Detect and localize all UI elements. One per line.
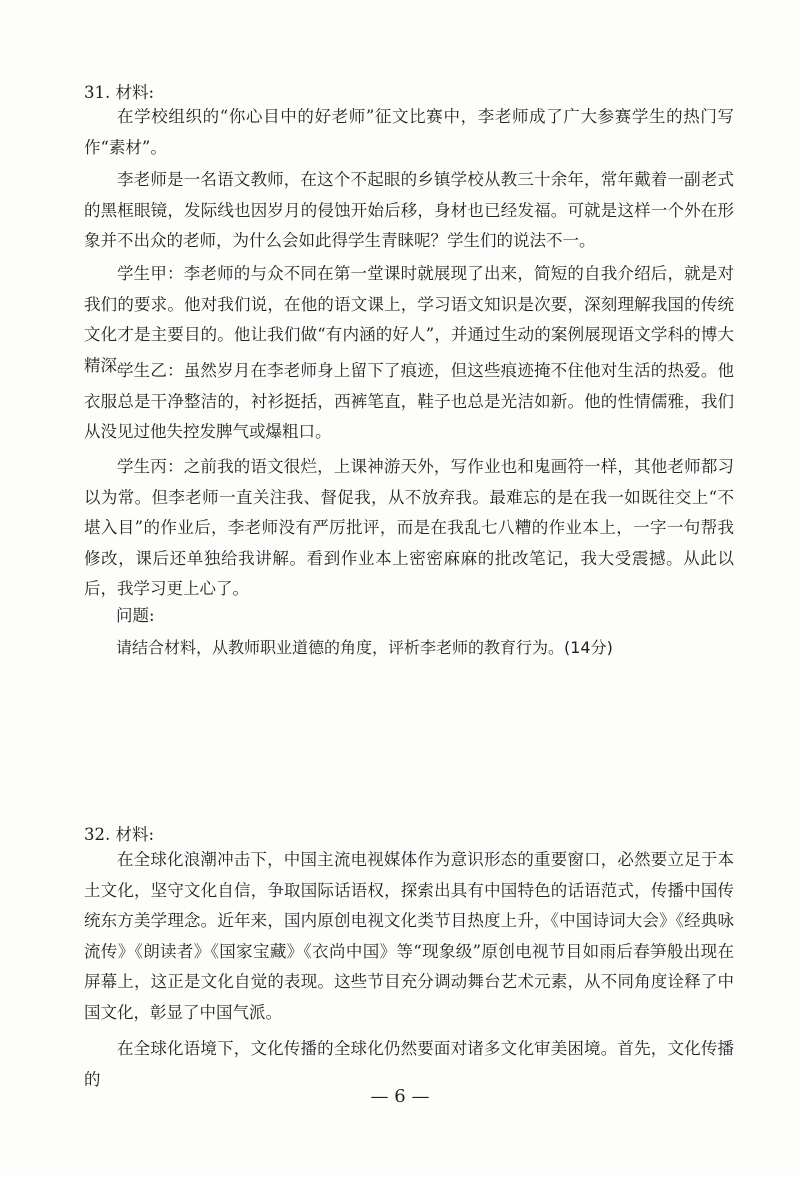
q32-paragraph-1: 在全球化浪潮冲击下，中国主流电视媒体作为意识形态的重要窗口，必然要立足于本土文化，坚守文化自信，争取国际话语权，探索出具有中国特色的话语范式，传播中国传统东方美学理念。近年来，国内原创电视文化类节目热度上升，《中国诗词大会》《经典咏流传》《朗读者》《国家宝藏》《衣尚中国》等“现象级”原创电视节目如雨后春笋般出现在屏幕上，这正是文化自觉的表现。这些节目充分调动舞台艺术元素，从不同角度诠释了中国文化，彰显了中国气派。 — [84, 850, 734, 1022]
q32-paragraph-2: 在全球化语境下，文化传播的全球化仍然要面对诸多文化审美困境。首先，文化传播的 — [84, 1039, 734, 1089]
q31-question-label: 问题: — [116, 606, 155, 625]
question-31-heading: 31. 材料: — [84, 83, 155, 102]
q31-paragraph-4: 学生乙：虽然岁月在李老师身上留下了痕迹，但这些痕迹掩不住他对生活的热爱。他衣服总是干净整洁的，衬衫挺括，西裤笔直，鞋子也总是光洁如新。他的性情儒雅，我们从没见过他失控发脾气或爆粗口。 — [84, 361, 734, 441]
q31-paragraph-1: 在学校组织的“你心目中的好老师”征文比赛中，李老师成了广大参赛学生的热门写作“素材”。 — [84, 107, 734, 157]
q31-paragraph-5: 学生丙：之前我的语文很烂，上课神游天外，写作业也和鬼画符一样，其他老师都习以为常。但李老师一直关注我、督促我，从不放弃我。最难忘的是在我一如既往交上“不堪入目”的作业后，李老师没有严厉批评，而是在我乱七八糟的作业本上，一字一句帮我修改，课后还单独给我讲解。看到作业本上密密麻麻的批改笔记，我大受震撼。从此以后，我学习更上心了。 — [84, 457, 734, 598]
q31-paragraph-3: 学生甲：李老师的与众不同在第一堂课时就展现了出来，简短的自我介绍后，就是对我们的要求。他对我们说，在他的语文课上，学习语文知识是次要，深刻理解我国的传统文化才是主要目的。他让我们做“有内涵的好人”，并通过生动的案例展现语文学科的博大精深。 — [84, 264, 734, 375]
page-number: — 6 — — [370, 1086, 430, 1107]
q31-paragraph-2: 李老师是一名语文教师，在这个不起眼的乡镇学校从教三十余年，常年戴着一副老式的黑框眼镜，发际线也因岁月的侵蚀开始后移，身材也已经发福。可就是这样一个外在形象并不出众的老师，为什么会如此得学生青睐呢？学生们的说法不一。 — [84, 170, 734, 250]
question-32-heading: 32. 材料: — [84, 825, 155, 844]
q31-question-text: 请结合材料，从教师职业道德的角度，评析李老师的教育行为。(14分) — [116, 638, 613, 657]
